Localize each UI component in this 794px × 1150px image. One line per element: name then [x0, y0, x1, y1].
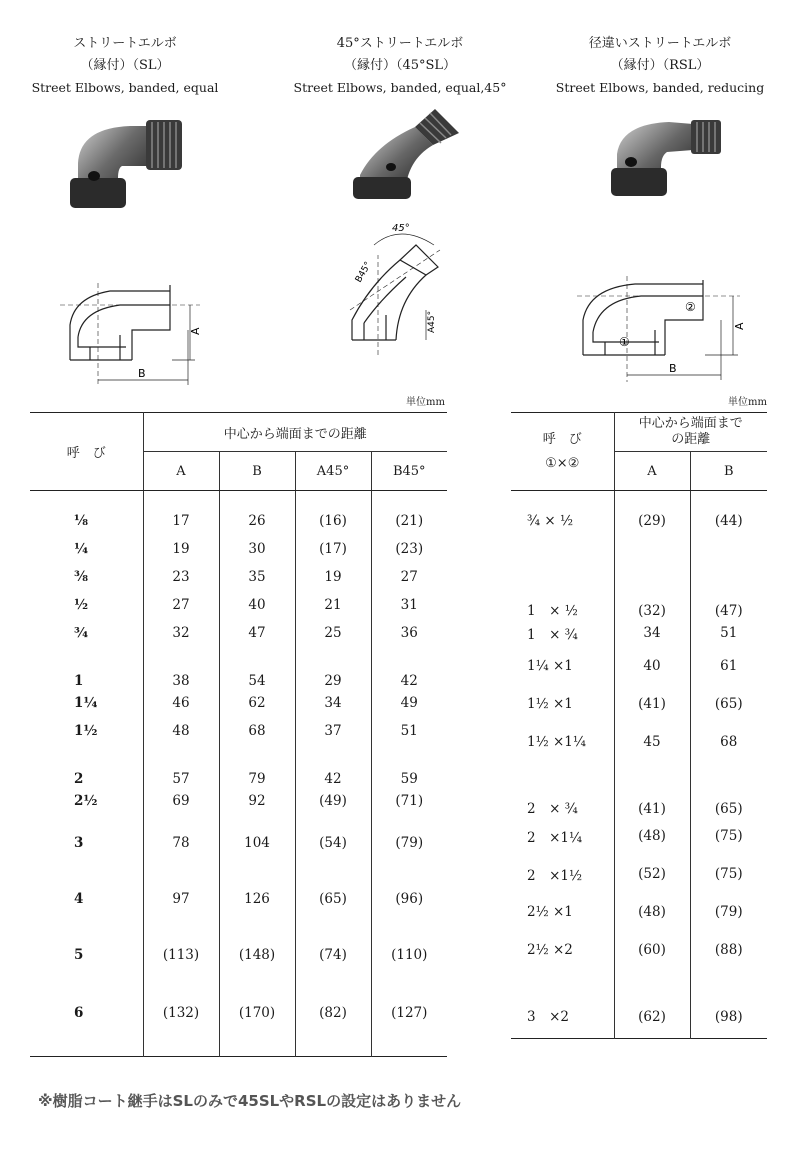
table-row: [30, 815, 447, 871]
sl45-drawing-angle: 45°: [392, 223, 410, 234]
table-row: [511, 723, 767, 761]
dimension-cell: (60): [614, 931, 690, 969]
dimension-cell: (148): [219, 927, 295, 983]
dimension-cell: (170): [219, 983, 295, 1043]
dimension-cell: 32: [143, 619, 219, 647]
col-b45: B45°: [371, 452, 447, 491]
table-row: [511, 969, 767, 1025]
dimension-cell: 19: [295, 563, 371, 591]
header-45sl-en: Street Elbows, banded, equal,45°: [293, 80, 507, 95]
col-group-distance: 中心から端面までの距離: [143, 413, 447, 452]
dimension-cell: 69: [143, 787, 219, 815]
sl-drawing-a: A: [189, 327, 202, 335]
table-row: [511, 535, 767, 619]
table-row: [511, 761, 767, 817]
table-row: [30, 563, 447, 591]
dimension-cell: (16): [295, 507, 371, 535]
rsl-drawing-m2: ②: [685, 300, 696, 314]
dimension-cell: 61: [690, 647, 767, 685]
nominal-size-cell: ⅜: [74, 568, 88, 585]
table-row: [30, 507, 447, 535]
dimension-cell: 36: [371, 619, 447, 647]
sl-dimension-table: [30, 412, 447, 1057]
dimension-cell: 34: [614, 619, 690, 647]
dimension-cell: 38: [143, 647, 219, 689]
table-row: [511, 817, 767, 855]
col-nominal-label: 呼 び: [542, 431, 582, 447]
dimension-cell: (32): [614, 535, 690, 619]
table-row: [30, 927, 447, 983]
dimension-cell: (21): [371, 507, 447, 535]
dimension-cell: 42: [295, 745, 371, 787]
unit-label-right: 単位mm: [728, 397, 767, 408]
dimension-cell: (65): [690, 761, 767, 817]
sl45-elbow-photo: [345, 105, 465, 205]
nominal-size-cell: 1½ ×1¼: [527, 733, 586, 750]
dimension-cell: 40: [614, 647, 690, 685]
header-rsl-en: Street Elbows, banded, reducing: [555, 80, 765, 95]
dimension-cell: 26: [219, 507, 295, 535]
unit-label-left: 単位mm: [406, 397, 445, 408]
nominal-size-cell: ¾ × ½: [527, 512, 574, 529]
dimension-cell: 46: [143, 689, 219, 717]
nominal-size-cell: 1¼ ×1: [527, 657, 573, 674]
table-row: [30, 689, 447, 717]
dimension-cell: 68: [690, 723, 767, 761]
col-nominal: 呼 び: [30, 413, 143, 491]
nominal-size-cell: ⅛: [74, 512, 88, 529]
dimension-cell: (41): [614, 761, 690, 817]
dimension-cell: 27: [371, 563, 447, 591]
dimension-cell: (74): [295, 927, 371, 983]
dimension-cell: 68: [219, 717, 295, 745]
dimension-cell: 48: [143, 717, 219, 745]
nominal-size-cell: 3 ×2: [527, 1008, 569, 1025]
table-row: [511, 647, 767, 685]
dimension-cell: 62: [219, 689, 295, 717]
col-b: B: [219, 452, 295, 491]
nominal-size-cell: 2: [74, 770, 84, 787]
header-sl-jp: ストリートエルボ: [73, 36, 177, 51]
dimension-cell: 21: [295, 591, 371, 619]
rsl-elbow-photo: [605, 112, 735, 202]
col-b-rsl: B: [690, 452, 767, 491]
col-group-distance-rsl: 中心から端面までの距離: [614, 413, 767, 452]
header-sl: [20, 33, 230, 99]
dimension-cell: 31: [371, 591, 447, 619]
dimension-cell: (79): [690, 893, 767, 931]
nominal-size-cell: 1: [74, 672, 84, 689]
dimension-cell: (88): [690, 931, 767, 969]
table-row: [30, 535, 447, 563]
dimension-cell: (65): [295, 871, 371, 927]
dimension-cell: 37: [295, 717, 371, 745]
table-row: [30, 717, 447, 745]
nominal-size-cell: 5: [74, 946, 84, 963]
nominal-size-cell: 6: [74, 1004, 84, 1021]
dimension-cell: 104: [219, 815, 295, 871]
dimension-cell: (49): [295, 787, 371, 815]
header-45sl-code: （縁付）（45°SL）: [343, 58, 457, 73]
dimension-cell: (98): [690, 969, 767, 1025]
dimension-cell: 25: [295, 619, 371, 647]
header-rsl-code: （縁付）（RSL）: [610, 58, 710, 73]
dimension-cell: 51: [371, 717, 447, 745]
dimension-cell: 51: [690, 619, 767, 647]
dimension-cell: 30: [219, 535, 295, 563]
rsl-drawing-b: B: [669, 362, 677, 375]
sl45-drawing-b: B45°: [353, 260, 374, 285]
nominal-size-cell: 3: [74, 834, 84, 851]
dimension-cell: (47): [690, 535, 767, 619]
dimension-cell: 97: [143, 871, 219, 927]
nominal-size-cell: 2 × ¾: [527, 800, 578, 817]
nominal-size-cell: 4: [74, 890, 84, 907]
dimension-cell: 34: [295, 689, 371, 717]
dimension-cell: (110): [371, 927, 447, 983]
dimension-cell: 17: [143, 507, 219, 535]
dimension-cell: (62): [614, 969, 690, 1025]
rsl-dimension-table: [511, 412, 767, 1039]
table-row: [511, 931, 767, 969]
nominal-size-cell: 1 × ¾: [527, 626, 578, 643]
dimension-cell: 35: [219, 563, 295, 591]
sl-elbow-photo: [60, 118, 190, 218]
nominal-size-cell: ¼: [74, 540, 89, 557]
nominal-size-cell: 1½: [74, 722, 98, 739]
col-a45: A45°: [295, 452, 371, 491]
dimension-cell: (132): [143, 983, 219, 1043]
dimension-cell: (82): [295, 983, 371, 1043]
dimension-cell: 78: [143, 815, 219, 871]
table-row: [511, 619, 767, 647]
table-row: [511, 893, 767, 931]
dimension-cell: 23: [143, 563, 219, 591]
header-rsl-jp: 径違いストリートエルボ: [588, 36, 732, 51]
dimension-cell: (48): [614, 893, 690, 931]
dimension-cell: 126: [219, 871, 295, 927]
rsl-drawing-m1: ①: [619, 335, 630, 349]
header-45sl-jp: 45°ストリートエルボ: [336, 36, 464, 51]
nominal-size-cell: 2½: [74, 792, 98, 809]
table-row: [511, 507, 767, 535]
dimension-cell: 49: [371, 689, 447, 717]
dimension-cell: 79: [219, 745, 295, 787]
dimension-cell: 47: [219, 619, 295, 647]
sl-drawing-b: B: [138, 367, 146, 380]
nominal-size-cell: 2½ ×2: [527, 941, 573, 958]
dimension-cell: (71): [371, 787, 447, 815]
table-row: [30, 983, 447, 1043]
rsl-drawing-a: A: [733, 322, 746, 330]
dimension-cell: (44): [690, 507, 767, 535]
nominal-size-cell: 1 × ½: [527, 602, 578, 619]
dimension-cell: (54): [295, 815, 371, 871]
header-45sl: [290, 33, 510, 99]
dimension-cell: (52): [614, 855, 690, 893]
dimension-cell: (75): [690, 817, 767, 855]
dimension-cell: (41): [614, 685, 690, 723]
dimension-cell: (65): [690, 685, 767, 723]
table-row: [30, 787, 447, 815]
table-row: [30, 647, 447, 689]
nominal-size-cell: 1¼: [74, 694, 98, 711]
header-sl-code: （縁付）（SL）: [80, 58, 170, 73]
sl45-dimension-drawing: [330, 215, 460, 360]
dimension-cell: (75): [690, 855, 767, 893]
nominal-size-cell: 2½ ×1: [527, 903, 573, 920]
dimension-cell: 42: [371, 647, 447, 689]
dimension-cell: (79): [371, 815, 447, 871]
table-row: [30, 591, 447, 619]
dimension-cell: 19: [143, 535, 219, 563]
table-row: [30, 745, 447, 787]
nominal-size-cell: ¾: [74, 624, 89, 641]
col-nominal-sub: ①×②: [545, 455, 580, 471]
nominal-size-cell: 2 ×1¼: [527, 829, 583, 846]
table-row: [30, 871, 447, 927]
dimension-cell: (96): [371, 871, 447, 927]
dimension-cell: 27: [143, 591, 219, 619]
table-row: [511, 855, 767, 893]
dimension-cell: 92: [219, 787, 295, 815]
dimension-cell: (29): [614, 507, 690, 535]
nominal-size-cell: 2 ×1½: [527, 867, 583, 884]
sl-dimension-drawing: [50, 275, 210, 390]
header-rsl: [555, 33, 765, 99]
dimension-cell: (127): [371, 983, 447, 1043]
footnote: ※樹脂コート継手はSLのみで45SLやRSLの設定はありません: [38, 1092, 462, 1110]
dimension-cell: 57: [143, 745, 219, 787]
dimension-cell: (17): [295, 535, 371, 563]
col-nominal-rsl: [511, 413, 614, 491]
col-a-rsl: A: [614, 452, 690, 491]
header-sl-en: Street Elbows, banded, equal: [31, 80, 219, 95]
nominal-size-cell: ½: [74, 596, 89, 613]
dimension-cell: 40: [219, 591, 295, 619]
dimension-cell: (48): [614, 817, 690, 855]
dimension-cell: 54: [219, 647, 295, 689]
col-a: A: [143, 452, 219, 491]
dimension-cell: 59: [371, 745, 447, 787]
nominal-size-cell: 1½ ×1: [527, 695, 573, 712]
dimension-cell: 45: [614, 723, 690, 761]
dimension-cell: 29: [295, 647, 371, 689]
dimension-cell: (23): [371, 535, 447, 563]
sl45-drawing-a: A45°: [427, 310, 437, 333]
table-row: [511, 685, 767, 723]
rsl-dimension-drawing: [575, 270, 750, 385]
dimension-cell: (113): [143, 927, 219, 983]
table-row: [30, 619, 447, 647]
